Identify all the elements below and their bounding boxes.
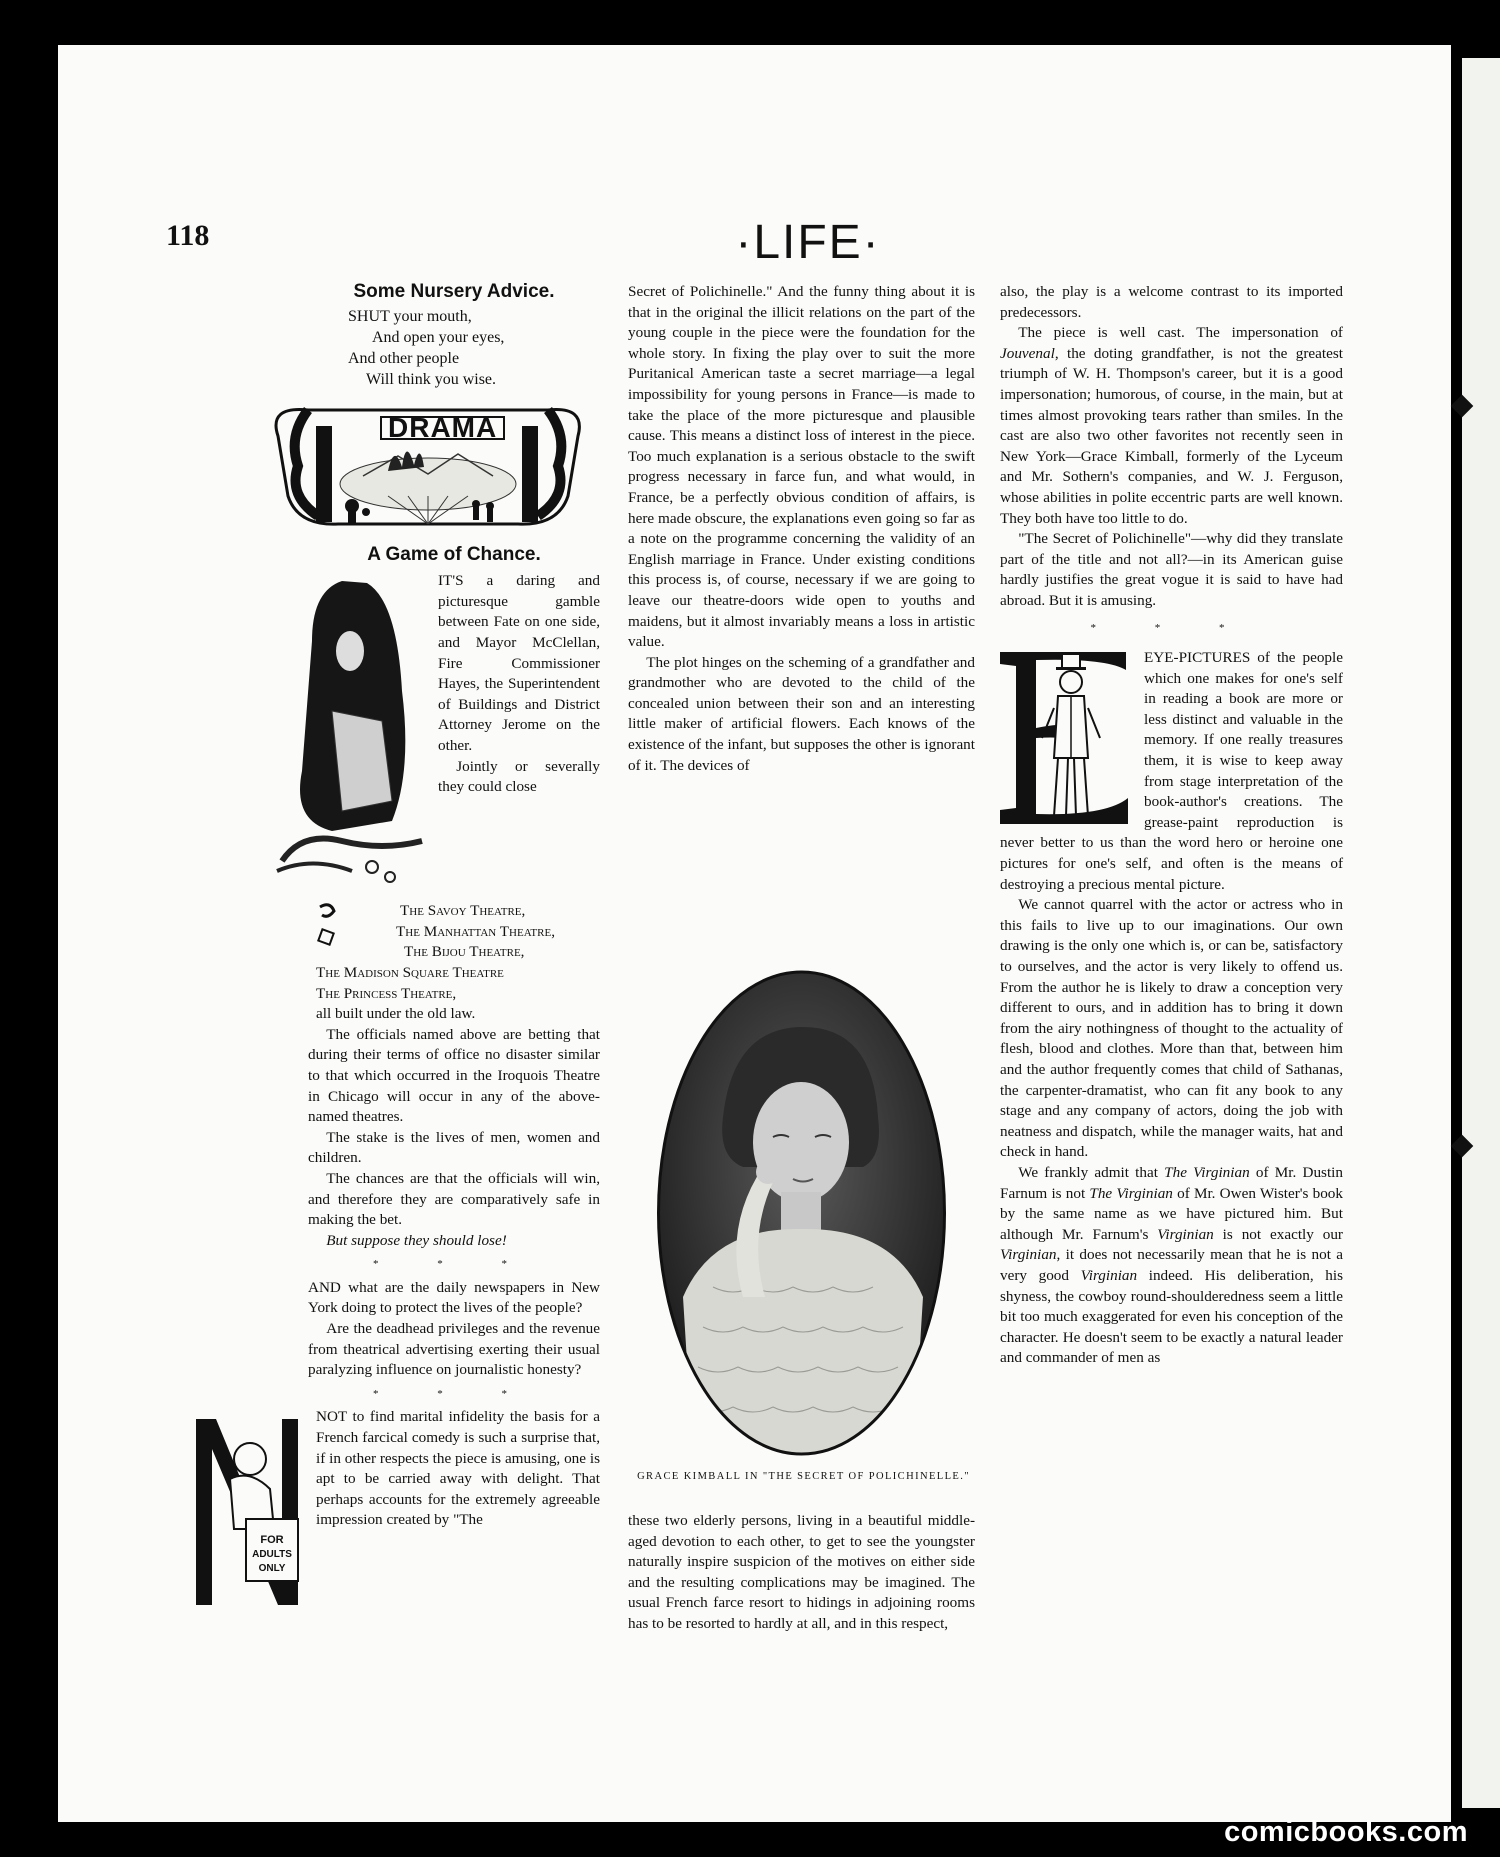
review-para-2-role: Jouvenal <box>1000 344 1055 362</box>
polichinelle-para-1: Secret of Polichinelle." And the funny thing about it is that in the original the illicit relations on the part of the young couple in the piece were the foundation for the whole story. In fixing the play over to suit the more Puritanical American taste a secret marriage—a legal impossibility for young persons in France—is made to take the place of the more picturesque and plausible cause. This means a distinct loss of interest in the piece. Too much explanation is a serious obstacle to the swift progress necessary in farce fun, and what would, in France, be a perfectly obvious condition of affairs, is here made obscure, the explanations even going so far as a note on the programme concerning the validity of an English marriage in France. Under existing conditions this process is, of course, necessary if we are going to leave our theatre-doors wide open to youths and maidens, but it almost invariably means a loss in artistic value. <box>628 283 975 651</box>
heading-nursery-advice: Some Nursery Advice. <box>353 281 555 302</box>
vp-f: Virginian <box>1157 1225 1214 1243</box>
page-number: 118 <box>166 219 210 252</box>
review-para-1: also, the play is a welcome contrast to its imported predecessors. <box>1000 283 1343 321</box>
review-para-2a: The piece is well cast. The impersonation of <box>1018 324 1343 342</box>
game-of-chance-para-6: The chances are that the officials will win, and therefore they are comparatively safe in making the bet. <box>308 1169 600 1229</box>
theatre-savoy: The Savoy Theatre, <box>400 902 526 920</box>
grace-kimball-portrait <box>653 967 950 1459</box>
poem-line-2: And open your eyes, <box>372 328 505 346</box>
vp-b: The Virginian <box>1164 1163 1250 1181</box>
theatre-madison-square: The Madison Square Theatre <box>316 963 504 981</box>
game-of-chance-para-5: The stake is the lives of men, women and children. <box>308 1128 600 1167</box>
drama-banner-text: DRAMA <box>380 416 505 441</box>
watermark: comicbooks.com <box>1224 1816 1468 1848</box>
theatre-bijou: The Bijou Theatre, <box>404 943 525 961</box>
magazine-page <box>58 45 1451 1822</box>
section-separator-1: * * * <box>373 1258 535 1271</box>
game-of-chance-para-2: Jointly or severally they could close <box>438 757 600 796</box>
vp-k: indeed. His deliberation, his shyness, the cowboy round-shoulderedness seem a little bit too much exaggerated for even his conception of the character. He doesn't seem to be exactly a natural leader and commander of men as <box>1000 1266 1343 1367</box>
hooded-figure-icon <box>272 571 432 901</box>
newspapers-para-2: Are the deadhead privileges and the revenue from theatrical advertising exerting their usual paralyzing influence on journalistic honesty? <box>308 1320 600 1379</box>
review-para-3: "The Secret of Polichinelle"—why did they translate part of the title and not all?—in its American guise hardly justifies the great vogue it is said to have had abroad. But it is amusing. <box>1000 530 1343 609</box>
french-farce-para: NOT to find marital infidelity the basis for a French farcical comedy is such a surprise that, if in other respects the piece is amusing, one is apt to be carried away with delight. That perhaps accounts for the extremely agreeable impression created by "The <box>316 1408 600 1529</box>
masthead: ·LIFE· <box>735 216 881 269</box>
sign-text-line-2: ADULTS <box>252 1549 292 1561</box>
polichinelle-para-3: these two elderly persons, living in a beautiful middle-aged devotion to each other, to get to see the youngster naturally inspire suspicion of the motives on either side and the resulting complications may be imagined. The usual French farce resort to hidings in adjoining rooms has to be resorted to hardly at all, and in this respect, <box>628 1512 975 1632</box>
review-para-2 <box>1000 323 1343 529</box>
fate-figure-illustration <box>272 571 432 901</box>
vp-g: is not exactly our <box>1213 1225 1343 1243</box>
nursery-poem <box>308 306 600 390</box>
vp-d: The Virginian <box>1089 1184 1173 1202</box>
theatre-princess: The Princess Theatre, <box>316 984 457 1002</box>
n-initial-illustration <box>190 1409 308 1611</box>
e-initial-illustration <box>996 648 1136 828</box>
game-of-chance-para-7 <box>308 1231 600 1252</box>
sign-text-line-3: ONLY <box>258 1563 286 1575</box>
heading-game-of-chance: A Game of Chance. <box>367 543 541 565</box>
vp-i: , it does not necessarily mean that he is not a very good <box>1000 1246 1343 1284</box>
sign-text-line-1: FOR <box>260 1534 284 1547</box>
column-3 <box>1000 282 1343 1692</box>
adjacent-page-edge <box>1462 58 1500 1808</box>
portrait-photo-icon <box>653 967 950 1459</box>
eye-pictures-para-1: EYE-PICTURES of the people which one makes for one's self in reading a book are more or less distinct and valuable in the memory. If one really treasures them, it is wise to keep away from stage interpretation of the book-author's creations. The grease-paint reproduction is never better to us than the word hero or heroine one pictures for one's self, and often is the means of destroying a precious mental picture. <box>1000 649 1343 893</box>
dice-icon <box>314 903 344 951</box>
poem-line-4: Will think you wise. <box>366 370 497 388</box>
portrait-caption: GRACE KIMBALL IN "THE SECRET OF POLICHINELLE." <box>637 1471 970 1482</box>
vp-c: of Mr. Dustin Farnum is not <box>1000 1163 1343 1202</box>
page-notch-1 <box>1451 395 1474 418</box>
newspapers-para-1: AND what are the daily newspapers in New York doing to protect the lives of the people? <box>308 1278 600 1317</box>
review-para-2c: , the doting grandfather, is not the greatest triumph of W. H. Thompson's career, but it is a good impersonation; humorous, of course, in the main, but at times almost provoking tears rather than smiles. In the cast are also two other favorites not recently seen in New York—Grace Kimball, formerly of the Lyceum and Mr. Sothern's companies, and W. J. Ferguson, whose abilities in polite eccentric parts are well known. They both have too little to do. <box>1000 344 1343 527</box>
vp-h: Virginian <box>1000 1246 1057 1264</box>
poem-line-1: SHUT your mouth, <box>348 307 472 325</box>
column-2 <box>628 282 975 962</box>
theatre-manhattan: The Manhattan Theatre, <box>396 922 556 940</box>
theatre-list <box>308 901 600 1004</box>
vp-a: We frankly admit that <box>1018 1163 1165 1181</box>
vp-e: of Mr. Owen Wister's book by the same name as we have pictured him. But although Mr. Farnum's <box>1000 1184 1343 1243</box>
section-separator-3: * * * <box>1090 621 1253 634</box>
eye-pictures-para-2: We cannot quarrel with the actor or actress who in this fails to live up to our imaginations. Our own drawing is the only one which is, or can be, satisfactory to ourselves, and the actor is very likely to offend us. From the author he is likely to draw a conception very different to ours, and in addition has to bring it down from the airy nothingness of thought to the actuality of flesh, blood and clothes. More than that, between him and the author frequently comes that child of Sathanas, the carpenter-dramatist, who can fit any book to any stage and any company of actors, doing the job with neatness and dispatch, while the manager waits, hat and check in hand. <box>1000 896 1343 1161</box>
column-2-lower <box>628 1511 975 1721</box>
section-separator-2: * * * <box>373 1387 535 1400</box>
game-of-chance-emphasis: But suppose they should lose! <box>326 1231 507 1249</box>
game-of-chance-para-4: The officials named above are betting that during their terms of office no disaster similar to that which occurred in the Iroquois Theatre in Chicago will occur in any of the above-named theatres. <box>308 1025 600 1126</box>
man-reading-sign-icon <box>190 1409 308 1611</box>
game-of-chance-para-3: all built under the old law. <box>316 1005 476 1023</box>
poem-line-3: And other people <box>348 349 460 367</box>
column-1 <box>252 281 600 1672</box>
drama-banner-illustration <box>268 396 558 541</box>
game-of-chance-para-1: IT'S a daring and picturesque gamble between Fate on one side, and Mayor McClellan, Fire Commissioner Hayes, the Superintendent of Buildings and District Attorney Jerome on the other. <box>438 572 600 754</box>
page-notch-2 <box>1451 1135 1474 1158</box>
vp-j: Virginian <box>1080 1266 1138 1284</box>
eye-pictures-para-3 <box>1000 1163 1343 1369</box>
polichinelle-para-2: The plot hinges on the scheming of a grandfather and grandmother who are devoted to the child of the concealed union between their son and an interesting little maker of artificial flowers. Each knows of the existence of the infant, but supposes the other is ignorant of it. The devices of <box>628 653 975 774</box>
dandy-figure-initial-icon <box>996 648 1136 828</box>
